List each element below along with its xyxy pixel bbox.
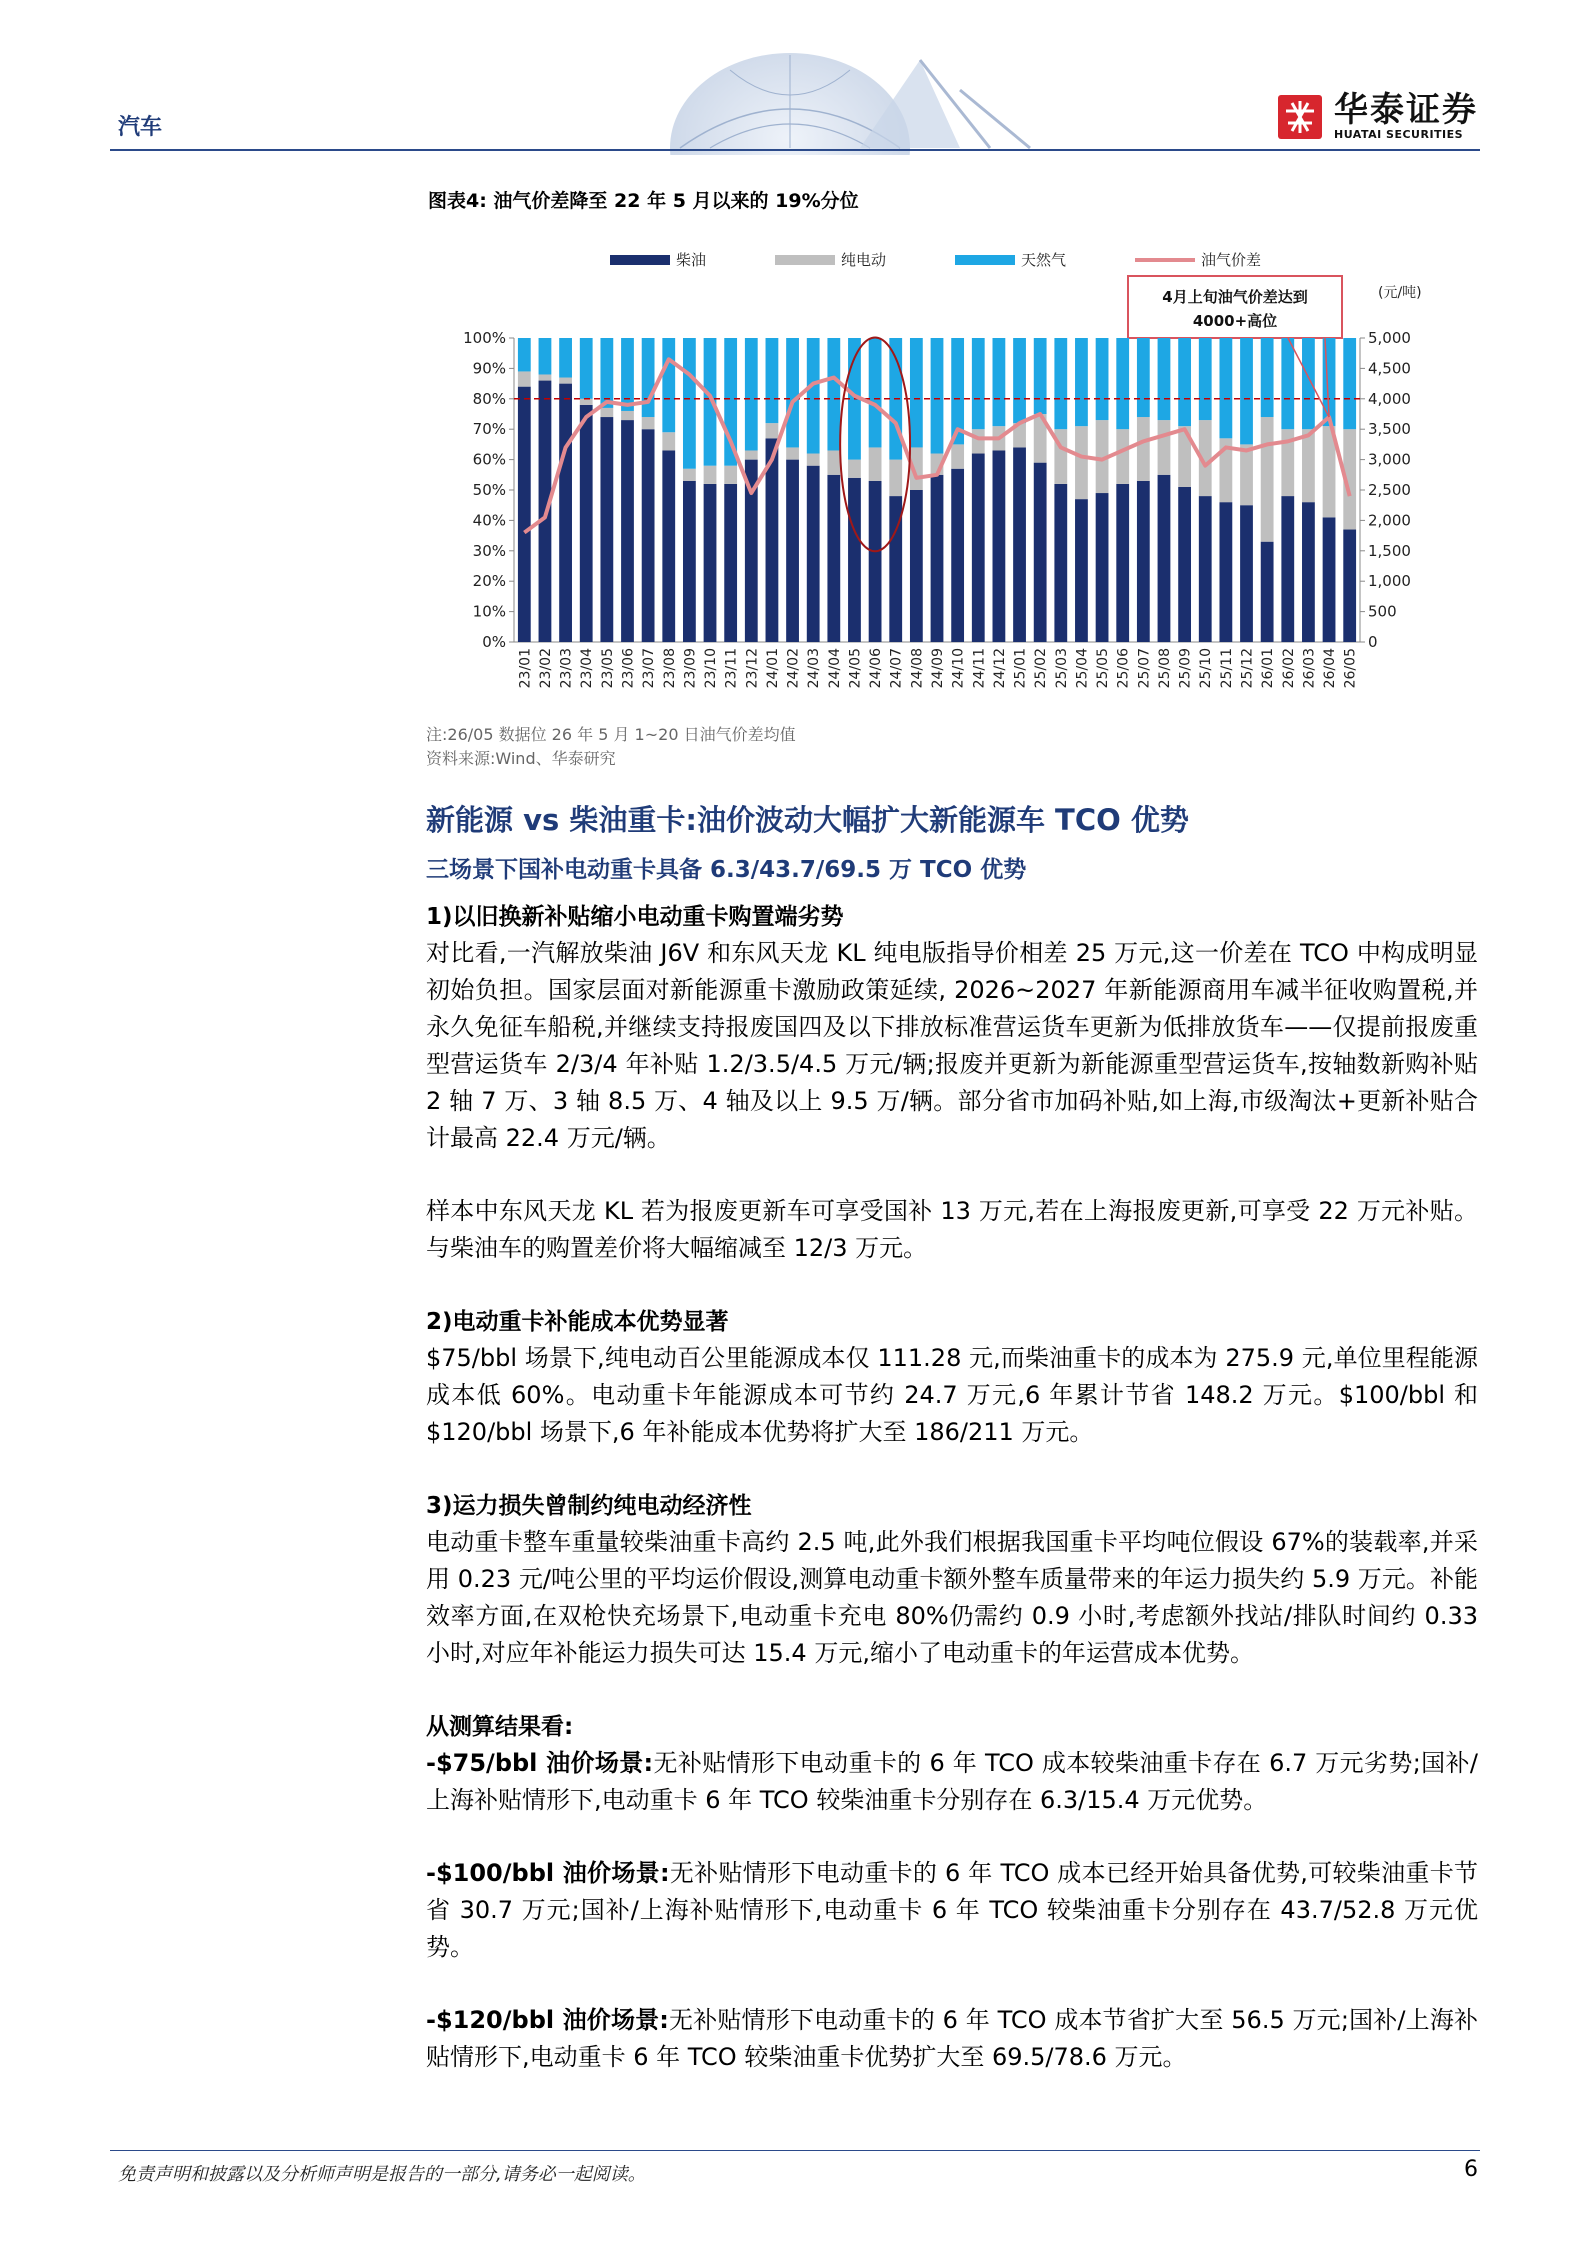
bar-diesel-25-03 (1054, 484, 1067, 642)
figure-title: 图表4: 油气价差降至 22 年 5 月以来的 19%分位 (428, 190, 859, 212)
subsection-3-title: 3)运力损失曾制约纯电动经济性 (426, 1493, 752, 1519)
body-text (426, 798, 1478, 2076)
bar-lng-24-04 (827, 338, 840, 450)
x-tick-label: 25/08 (1156, 648, 1173, 689)
bar-diesel-26-05 (1343, 530, 1356, 642)
x-tick-label: 24/10 (950, 648, 967, 689)
callout-line-2: 4000+高位 (1192, 312, 1278, 330)
callout-line-1: 4月上旬油气价差达到 (1162, 288, 1308, 306)
scenario-120-text: 无补贴情形下电动重卡的 6 年 TCO 成本节省扩大至 56.5 万元;国补/上海补贴情形下,电动重卡 6 年 TCO 较柴油重卡优势扩大至 69.5/78.6 万元。 (426, 2006, 1479, 2071)
bar-ev-25-04 (1075, 426, 1088, 499)
scenario-75 (426, 1745, 1478, 1819)
bar-ev-24-10 (951, 444, 964, 468)
right-tick-label: 5,000 (1368, 329, 1411, 347)
footer-divider (110, 2150, 1480, 2151)
x-tick-label: 25/07 (1136, 648, 1153, 689)
brand-name-cn: 华泰证券 (1334, 90, 1478, 130)
bar-lng-25-02 (1034, 338, 1047, 414)
x-tick-label: 25/12 (1239, 648, 1256, 689)
bar-diesel-25-02 (1034, 463, 1047, 642)
left-tick-label: 20% (472, 572, 506, 591)
bar-diesel-25-10 (1199, 496, 1212, 642)
bar-ev-25-06 (1116, 429, 1129, 484)
bar-lng-23-03 (559, 338, 572, 378)
bar-ev-24-01 (766, 423, 779, 438)
bar-lng-26-01 (1261, 338, 1274, 417)
right-tick-label: 1,000 (1368, 572, 1411, 591)
x-tick-label: 23/03 (558, 648, 575, 689)
right-tick-label: 4,000 (1368, 389, 1411, 408)
bar-diesel-23-01 (518, 387, 531, 642)
bar-ev-23-10 (704, 466, 717, 484)
bar-ev-23-07 (642, 417, 655, 429)
scenario-100 (426, 1855, 1478, 1966)
bar-diesel-23-09 (683, 481, 696, 642)
legend-swatch-diesel (610, 255, 670, 265)
bar-ev-23-01 (518, 371, 531, 386)
x-tick-label: 25/03 (1053, 648, 1070, 689)
x-tick-label: 24/07 (888, 648, 905, 689)
bar-lng-25-01 (1013, 338, 1026, 423)
right-axis-unit: (元/吨) (1378, 285, 1422, 301)
left-tick-label: 70% (472, 420, 506, 439)
left-tick-label: 30% (472, 541, 506, 560)
plot-area (463, 329, 1411, 688)
bar-diesel-25-05 (1096, 493, 1109, 642)
section-label: 汽车 (118, 115, 163, 140)
left-tick-label: 10% (472, 602, 506, 621)
right-tick-label: 3,500 (1368, 420, 1411, 439)
bar-lng-23-01 (518, 338, 531, 371)
bar-diesel-23-05 (600, 417, 613, 642)
x-tick-label: 26/02 (1280, 648, 1297, 689)
subsection-2-paragraph: $75/bbl 场景下,纯电动百公里能源成本仅 111.28 元,而柴油重卡的成本为 275.9 元,单位里程能源成本低 60%。电动重卡年能源成本可节约 24.7 万元,6 年累计节省 148.2 万元。$100/bbl 和$120/bbl 场景下,6 年补能成本优势将扩大至 186/211 万元。 (426, 1344, 1478, 1446)
bar-ev-24-06 (869, 447, 882, 480)
bar-lng-25-10 (1199, 338, 1212, 420)
bar-ev-25-08 (1158, 420, 1171, 475)
x-tick-label: 23/02 (537, 648, 554, 689)
left-tick-label: 60% (472, 450, 506, 469)
bar-ev-23-09 (683, 469, 696, 481)
x-tick-label: 25/01 (1012, 648, 1029, 689)
bar-lng-24-06 (869, 338, 882, 447)
bar-lng-26-03 (1302, 338, 1315, 429)
bar-diesel-24-12 (993, 450, 1006, 642)
bar-lng-24-11 (972, 338, 985, 429)
bar-ev-23-12 (745, 450, 758, 459)
x-tick-label: 25/06 (1115, 648, 1132, 689)
section-heading: 新能源 vs 柴油重卡:油价波动大幅扩大新能源车 TCO 优势 (426, 803, 1189, 837)
bar-lng-23-06 (621, 338, 634, 411)
x-tick-label: 23/06 (620, 648, 637, 689)
bar-lng-25-06 (1116, 338, 1129, 429)
scenario-120 (426, 2002, 1478, 2076)
bar-diesel-23-03 (559, 384, 572, 642)
bar-diesel-24-08 (910, 490, 923, 642)
subsection-4-title: 从测算结果看: (426, 1714, 574, 1740)
right-tick-label: 2,000 (1368, 511, 1411, 530)
left-tick-label: 40% (472, 511, 506, 530)
bar-lng-25-03 (1054, 338, 1067, 429)
footer-disclaimer: 免责声明和披露以及分析师声明是报告的一部分,请务必一起阅读。 (118, 2164, 646, 2185)
subsection-1-paragraph-1: 对比看,一汽解放柴油 J6V 和东风天龙 KL 纯电版指导价相差 25 万元,这一价差在 TCO 中构成明显初始负担。国家层面对新能源重卡激励政策延续, 2026~2027 年新能源商用车减半征收购置税,并永久免征车船税,并继续支持报废国四及以下排放标准营运货车更新为低排放货车——仅提前报废重型营运货车 2/3/4 年补贴 1.2/3.5/4.5 万元/辆;报废并更新为新能源重型营运货车,按轴数新购补贴 2 轴 7 万、3 轴 8.5 万、4 轴及以上 9.5 万/辆。部分省市加码补贴,如上海,市级淘汰+更新补贴合计最高 22.4 万元/辆。 (426, 939, 1478, 1152)
bar-lng-25-05 (1096, 338, 1109, 420)
x-tick-label: 24/08 (909, 648, 926, 689)
bar-ev-23-03 (559, 378, 572, 384)
bar-diesel-26-01 (1261, 542, 1274, 642)
x-tick-label: 23/12 (744, 648, 761, 689)
right-tick-label: 3,000 (1368, 450, 1411, 469)
bar-lng-25-07 (1137, 338, 1150, 417)
bar-ev-24-03 (807, 454, 820, 466)
legend-label-lng: 天然气 (1021, 251, 1067, 269)
x-tick-label: 23/08 (661, 648, 678, 689)
bar-diesel-23-11 (724, 484, 737, 642)
left-tick-label: 0% (482, 633, 506, 651)
left-tick-label: 80% (472, 389, 506, 408)
x-tick-label: 24/05 (847, 648, 864, 689)
header-globe-graphic (560, 30, 1080, 155)
bar-ev-23-08 (662, 432, 675, 450)
bar-ev-24-07 (889, 460, 902, 496)
bar-diesel-23-04 (580, 405, 593, 642)
legend-label-ev: 纯电动 (841, 251, 887, 269)
x-tick-label: 26/05 (1342, 648, 1359, 689)
bar-lng-23-05 (600, 338, 613, 408)
x-tick-label: 25/05 (1095, 648, 1112, 689)
chart-legend (610, 251, 1261, 269)
bar-ev-26-01 (1261, 417, 1274, 542)
x-tick-label: 23/05 (599, 648, 616, 689)
scenario-100-text: 无补贴情形下电动重卡的 6 年 TCO 成本已经开始具备优势,可较柴油重卡节省 30.7 万元;国补/上海补贴情形下,电动重卡 6 年 TCO 较柴油重卡分别存在 43.7/52.8 万元优势。 (426, 1859, 1478, 1961)
bar-lng-26-02 (1281, 338, 1294, 429)
bar-diesel-25-08 (1158, 475, 1171, 642)
page-header (0, 0, 1588, 160)
bar-lng-24-08 (910, 338, 923, 447)
bar-lng-25-12 (1240, 338, 1253, 444)
bar-ev-24-02 (786, 447, 799, 459)
bar-lng-23-02 (539, 338, 552, 374)
bar-lng-25-09 (1178, 338, 1191, 426)
scenario-100-lead: -$100/bbl 油价场景: (426, 1859, 670, 1887)
right-tick-label: 1,500 (1368, 541, 1411, 560)
x-tick-label: 24/03 (806, 648, 823, 689)
callout-box (1128, 276, 1342, 338)
subsection-2-title: 2)电动重卡补能成本优势显著 (426, 1309, 729, 1335)
bar-diesel-25-04 (1075, 499, 1088, 642)
x-tick-label: 25/11 (1218, 648, 1235, 689)
bar-diesel-25-12 (1240, 505, 1253, 642)
x-tick-label: 25/02 (1033, 648, 1050, 689)
x-tick-label: 26/03 (1301, 648, 1318, 689)
x-tick-label: 24/11 (971, 648, 988, 689)
bar-ev-23-02 (539, 374, 552, 380)
bar-lng-23-12 (745, 338, 758, 450)
bar-diesel-25-11 (1219, 502, 1232, 642)
right-tick-label: 4,500 (1368, 359, 1411, 378)
bar-diesel-24-11 (972, 454, 985, 642)
bar-ev-23-04 (580, 399, 593, 405)
bar-ev-26-03 (1302, 429, 1315, 502)
bar-diesel-24-09 (931, 475, 944, 642)
bar-diesel-25-06 (1116, 484, 1129, 642)
x-tick-label: 24/12 (991, 648, 1008, 689)
bar-ev-24-04 (827, 450, 840, 474)
bar-ev-23-06 (621, 411, 634, 420)
bar-lng-24-02 (786, 338, 799, 447)
bar-diesel-24-06 (869, 481, 882, 642)
subsection-1-paragraph-2: 样本中东风天龙 KL 若为报废更新车可享受国补 13 万元,若在上海报废更新,可享受 22 万元补贴。与柴油车的购置差价将大幅缩减至 12/3 万元。 (426, 1197, 1478, 1262)
bar-diesel-24-02 (786, 460, 799, 642)
bar-diesel-24-03 (807, 466, 820, 642)
legend-label-diesel: 柴油 (676, 251, 707, 269)
x-tick-label: 26/01 (1260, 648, 1277, 689)
huatai-logo-icon (1276, 93, 1324, 141)
oil-gas-spread-chart (420, 240, 1440, 700)
x-tick-label: 23/11 (723, 648, 740, 689)
left-tick-label: 90% (472, 359, 506, 378)
figure-note: 注:26/05 数据位 26 年 5 月 1~20 日油气价差均值 (426, 725, 796, 744)
bar-ev-25-07 (1137, 417, 1150, 481)
bar-lng-25-08 (1158, 338, 1171, 420)
bar-ev-25-12 (1240, 444, 1253, 505)
bar-lng-24-01 (766, 338, 779, 423)
left-tick-label: 100% (463, 329, 506, 347)
right-tick-label: 0 (1368, 633, 1378, 651)
bar-diesel-24-04 (827, 475, 840, 642)
x-tick-label: 24/02 (785, 648, 802, 689)
legend-label-spread: 油气价差 (1201, 251, 1262, 269)
x-tick-label: 25/04 (1074, 648, 1091, 689)
bar-lng-23-09 (683, 338, 696, 469)
scenario-75-text: 无补贴情形下电动重卡的 6 年 TCO 成本较柴油重卡存在 6.7 万元劣势;国补/上海补贴情形下,电动重卡 6 年 TCO 较柴油重卡分别存在 6.3/15.4 万元优势。 (426, 1749, 1478, 1814)
x-tick-label: 23/10 (703, 648, 720, 689)
bar-diesel-25-01 (1013, 447, 1026, 642)
bar-diesel-23-06 (621, 420, 634, 642)
scenario-75-lead: -$75/bbl 油价场景: (426, 1749, 654, 1777)
bar-lng-23-07 (642, 338, 655, 417)
page-number: 6 (1464, 2157, 1478, 2182)
right-tick-label: 2,500 (1368, 481, 1411, 499)
x-tick-label: 23/07 (641, 648, 658, 689)
bar-diesel-24-05 (848, 478, 861, 642)
x-tick-label: 24/04 (826, 648, 843, 689)
bar-ev-24-11 (972, 429, 985, 453)
scenario-120-lead: -$120/bbl 油价场景: (426, 2006, 669, 2034)
brand-logo (1276, 92, 1478, 141)
subsection-3-paragraph: 电动重卡整车重量较柴油重卡高约 2.5 吨,此外我们根据我国重卡平均吨位假设 67%的装载率,并采用 0.23 元/吨公里的平均运价假设,测算电动重卡额外整车质量带来的年运力损失约 5.9 万元。补能效率方面,在双枪快充场景下,电动重卡充电 80%仍需约 0.9 小时,考虑额外找站/排队时间约 0.33 小时,对应年补能运力损失可达 15.4 万元,缩小了电动重卡的年运营成本优势。 (426, 1528, 1478, 1667)
x-tick-label: 25/09 (1177, 648, 1194, 689)
bar-diesel-26-03 (1302, 502, 1315, 642)
left-tick-label: 50% (472, 481, 506, 499)
bar-lng-24-09 (931, 338, 944, 454)
bar-lng-23-04 (580, 338, 593, 399)
bar-diesel-23-08 (662, 450, 675, 642)
bar-lng-25-11 (1219, 338, 1232, 438)
section-subheading: 三场景下国补电动重卡具备 6.3/43.7/69.5 万 TCO 优势 (426, 857, 1027, 883)
bar-diesel-25-07 (1137, 481, 1150, 642)
legend-swatch-ev (775, 255, 835, 265)
bar-diesel-24-10 (951, 469, 964, 642)
bar-diesel-23-10 (704, 484, 717, 642)
figure-source: 资料来源:Wind、华泰研究 (426, 749, 616, 768)
bar-diesel-23-07 (642, 429, 655, 642)
bar-diesel-26-02 (1281, 496, 1294, 642)
legend-swatch-lng (955, 255, 1015, 265)
x-tick-label: 26/04 (1322, 648, 1339, 689)
bar-lng-23-08 (662, 338, 675, 432)
bar-lng-24-12 (993, 338, 1006, 426)
subsection-1-title: 1)以旧换新补贴缩小电动重卡购置端劣势 (426, 904, 844, 930)
bar-ev-23-05 (600, 408, 613, 417)
bar-lng-24-03 (807, 338, 820, 454)
x-tick-label: 23/04 (579, 648, 596, 689)
x-tick-label: 23/01 (517, 648, 534, 689)
bar-ev-23-11 (724, 466, 737, 484)
right-tick-label: 500 (1368, 602, 1397, 621)
bar-diesel-25-09 (1178, 487, 1191, 642)
bar-ev-24-05 (848, 460, 861, 478)
x-tick-label: 24/09 (930, 648, 946, 689)
bar-diesel-26-04 (1323, 517, 1336, 642)
x-tick-label: 24/01 (764, 648, 781, 689)
brand-name-en: HUATAI SECURITIES (1334, 128, 1464, 141)
bar-lng-26-05 (1343, 338, 1356, 429)
bar-lng-25-04 (1075, 338, 1088, 426)
x-tick-label: 25/10 (1198, 648, 1215, 689)
x-tick-label: 24/06 (868, 648, 885, 689)
header-divider (110, 149, 1480, 151)
x-tick-label: 23/09 (682, 648, 699, 689)
